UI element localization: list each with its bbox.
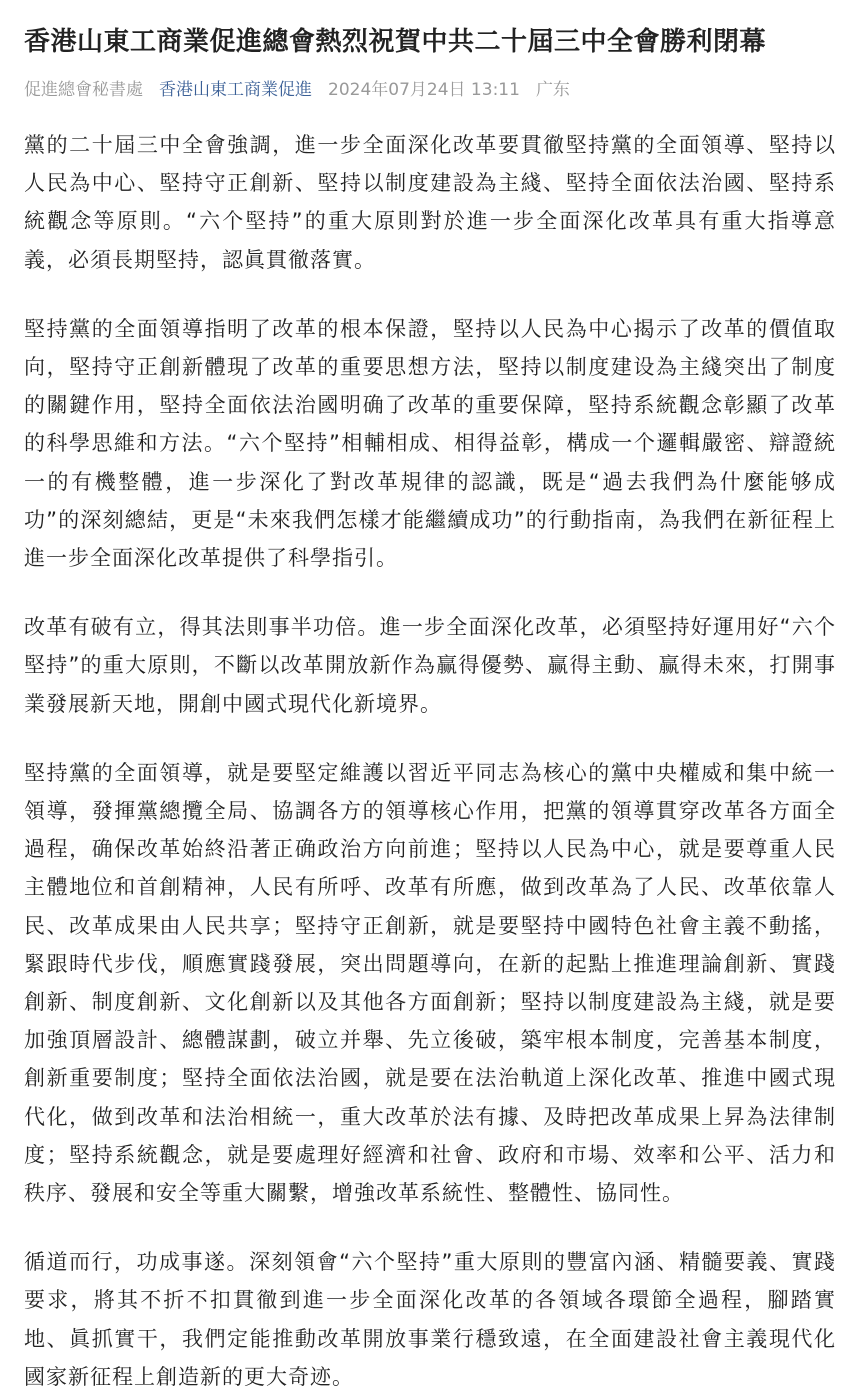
paragraph: 循道而行，功成事遂。深刻領會“六个堅持”重大原則的豐富內涵、精髓要義、實踐要求，將其不折不扣貫徹到進一步全面深化改革的各領域各環節全過程，腳踏實地、眞抓實干，我們定能推動改革開放事業行穩致遠，在全面建設社會主義現代化國家新征程上創造新的更大奇迹。	[24, 1250, 836, 1389]
source-link[interactable]: 香港山東工商業促進	[159, 79, 312, 100]
article-title: 香港山東工商業促進總會熱烈祝賀中共二十屆三中全會勝利閉幕	[24, 27, 767, 57]
author-label: 促進總會秘書處	[24, 79, 143, 100]
paragraph: 堅持黨的全面領導，就是要堅定維護以習近平同志為核心的黨中央權威和集中統一領導，發揮黨總攬全局、協調各方的領導核心作用，把黨的領導貫穿改革各方面全過程，确保改革始終沿著正确政治方向前進；堅持以人民為中心，就是要尊重人民主體地位和首創精神，人民有所呼、改革有所應，做到改革為了人民、改革依靠人民、改革成果由人民共享；堅持守正創新，就是要堅持中國特色社會主義不動搖，緊跟時代步伐，順應實踐發展，突出問題導向，在新的起點上推進理論創新、實踐創新、制度創新、文化創新以及其他各方面創新；堅持以制度建設為主綫，就是要加強頂層設計、總體謀劃，破立并舉、先立後破，築牢根本制度，完善基本制度，創新重要制度；堅持全面依法治國，就是要在法治軌道上深化改革、推進中國式現代化，做到改革和法治相統一，重大改革於法有據、及時把改革成果上昇為法律制度；堅持系統觀念，就是要處理好經濟和社會、政府和市場、效率和公平、活力和秩序、發展和安全等重大關繫，增強改革系統性、整體性、協同性。	[24, 760, 836, 1206]
article-body	[24, 126, 836, 1396]
publish-datetime: 2024年07月24日 13:11	[328, 79, 520, 100]
paragraph: 改革有破有立，得其法則事半功倍。進一步全面深化改革，必須堅持好運用好“六个堅持”的重大原則，不斷以改革開放新作為赢得優勢、赢得主動、赢得未來，打開事業發展新天地，開創中國式現代化新境界。	[24, 615, 836, 716]
paragraph: 堅持黨的全面領導指明了改革的根本保證，堅持以人民為中心揭示了改革的價值取向，堅持守正創新體現了改革的重要思想方法，堅持以制度建设為主綫突出了制度的關鍵作用，堅持全面依法治國明确了改革的重要保障，堅持系統觀念彰顯了改革的科學思維和方法。“六个堅持”相輔相成、相得益彰，構成一个邏輯嚴密、辯證統一的有機整體，進一步深化了對改革規律的認識，既是“過去我們為什麼能够成功”的深刻總結，更是“未來我們怎樣才能繼續成功”的行動指南，為我們在新征程上進一步全面深化改革提供了科學指引。	[24, 316, 836, 571]
publish-location: 广东	[535, 79, 570, 100]
paragraph: 黨的二十屆三中全會強調，進一步全面深化改革要貫徹堅持黨的全面領導、堅持以人民為中心、堅持守正創新、堅持以制度建設為主綫、堅持全面依法治國、堅持系統觀念等原則。“六个堅持”的重大原則對於進一步全面深化改革具有重大指導意義，必須長期堅持，認眞貫徹落實。	[24, 133, 836, 272]
article-meta	[24, 72, 836, 102]
